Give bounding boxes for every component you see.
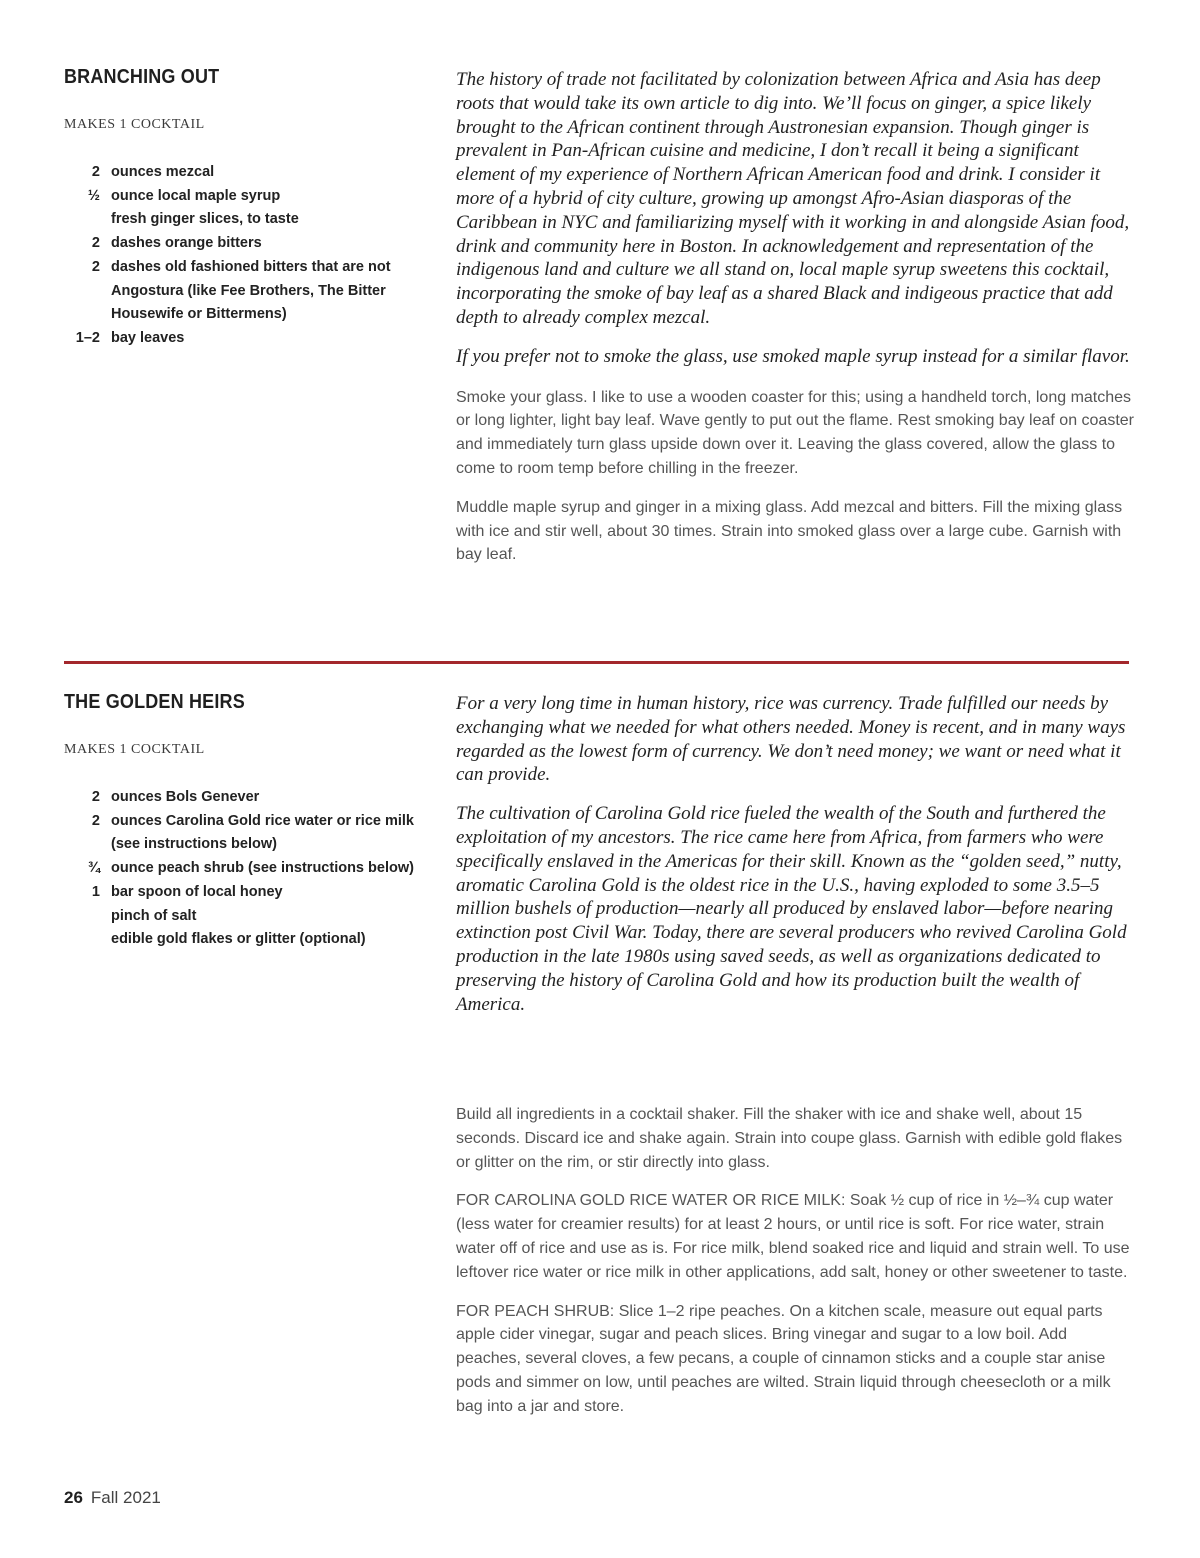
ingredient-row bbox=[64, 881, 434, 905]
recipe-1-intro-paragraph: The history of trade not facilitated by colonization between Africa and Asia has deep roots that would take its own article to dig into. We’ll focus on ginger, a spice likely brought to the African continent through Austronesian expansion. Though ginger is prevalent in Pan-African cuisine and medicine, I don’t recall it being a significant element of my experience of Northern African American food and drink. I consider it more of a hybrid of city culture, growing up amongst Afro-Asian diasporas of the Caribbean in NYC and familiarizing myself with it working in and alongside Asian food, drink and community here in Boston. In acknowledgement and representation of the indigenous land and culture we all stand on, local maple syrup sweetens this cocktail, incorporating the smoke of bay leaf as a shared Black and indigeous practice that add depth to already complex mezcal. bbox=[456, 69, 1130, 328]
ingredient-qty: 2 bbox=[91, 812, 100, 829]
recipe-1-instruction-paragraph: Muddle maple syrup and ginger in a mixing glass. Add mezcal and bitters. Fill the mixing glass with ice and stir well, about 30 times. Strain into smoked glass over a large cube. Garnish with bay leaf. bbox=[456, 498, 1123, 564]
ingredient-text: fresh ginger slices, to taste bbox=[111, 211, 299, 228]
ingredient-qty: 2 bbox=[91, 258, 100, 275]
ingredient-qty: 2 bbox=[91, 235, 100, 252]
ingredient-row bbox=[64, 327, 434, 351]
ingredient-qty: 2 bbox=[91, 164, 100, 180]
recipe-2-intro-paragraph: For a very long time in human history, rice was currency. Trade fulfilled our needs by exchanging what we needed for what others needed. Money is recent, and in many ways regarded as the lowest form of currency. We don’t need money; we want or need what it can provide. bbox=[456, 693, 1126, 786]
recipe-1-sidebar bbox=[64, 66, 434, 351]
ingredient-text: ounces Carolina Gold rice water or rice milk (see instructions below) bbox=[111, 812, 414, 853]
ingredient-qty: 1 bbox=[91, 883, 100, 900]
ingredient-qty: 1–2 bbox=[75, 329, 100, 346]
ingredient-text: bay leaves bbox=[111, 329, 185, 346]
ingredient-text: ounce local maple syrup bbox=[111, 187, 281, 204]
ingredient-text: ounce peach shrub (see instructions below) bbox=[111, 860, 414, 877]
recipe-2-sidebar bbox=[64, 691, 434, 952]
recipe-1-yield: MAKES 1 COCKTAIL bbox=[64, 117, 205, 132]
ingredient-text: edible gold flakes or glitter (optional) bbox=[111, 931, 366, 948]
ingredient-row bbox=[64, 810, 434, 857]
recipe-1-ingredient-list bbox=[64, 161, 434, 351]
ingredient-row bbox=[64, 256, 434, 327]
recipe-2-instruction-paragraph: FOR PEACH SHRUB: Slice 1–2 ripe peaches. On a kitchen scale, measure out equal parts apple cider vinegar, sugar and peach slices. Bring vinegar and sugar to a low boil. Add peaches, several cloves, a few pecans, a couple of cinnamon sticks and a couple star anise pods and simmer on low, until peaches are wilted. Strain liquid through cheesecloth or a milk bag into a jar and store. bbox=[456, 1302, 1111, 1415]
ingredient-text: dashes orange bitters bbox=[111, 235, 262, 252]
ingredient-text: pinch of salt bbox=[111, 907, 197, 924]
ingredient-qty: ¾ bbox=[87, 860, 100, 877]
recipe-1-instruction-paragraph: Smoke your glass. I like to use a wooden coaster for this; using a handheld torch, long matches or long lighter, light bay leaf. Wave gently to put out the flame. Rest smoking bay leaf on coaster and immediately turn glass upside down over it. Leaving the glass covered, allow the glass to come to room temp before chilling in the freezer. bbox=[456, 388, 1134, 477]
recipe-2-instruction-paragraph: Build all ingredients in a cocktail shaker. Fill the shaker with ice and shake well, about 15 seconds. Discard ice and shake again. Strain into coupe glass. Garnish with edible gold flakes or glitter on the rim, or stir directly into glass. bbox=[456, 1106, 1123, 1171]
section-divider bbox=[64, 661, 1129, 664]
recipe-1-story bbox=[456, 68, 1136, 582]
ingredient-qty bbox=[64, 208, 100, 232]
recipe-2-instruction-paragraph: FOR CAROLINA GOLD RICE WATER OR RICE MILK: Soak ½ cup of rice in ½–¾ cup water (less water for creamier results) for at least 2 hours, or until rice is soft. For rice water, strain water off of rice and use as is. For rice milk, blend soaked rice and liquid and strain well. To use leftover rice water or rice milk in other applications, add salt, honey or other sweetener to taste. bbox=[456, 1192, 1130, 1281]
ingredient-row bbox=[64, 786, 434, 810]
issue-label: Fall 2021 bbox=[90, 1488, 161, 1507]
ingredient-row bbox=[64, 161, 434, 185]
recipe-2-intro-paragraph: The cultivation of Carolina Gold rice fueled the wealth of the South and furthered the exploitation of my ancestors. The rice came here from Africa, from farmers who were specifically enslaved in the Americas for their skill. Known as the “golden seed,” nutty, aromatic Carolina Gold is the oldest rice in the U.S., having exploded to some 3.5–5 million bushels of production—nearly all produced by enslaved labor—before nearing extinction post Civil War. Today, there are several producers who revived Carolina Gold production in the late 1980s using saved seeds, as well as organizations dedicated to preserving the history of Carolina Gold and how its production built the wealth of America. bbox=[456, 803, 1127, 1015]
ingredient-text: bar spoon of local honey bbox=[111, 883, 283, 900]
recipe-1-title: BRANCHING OUT bbox=[64, 66, 220, 88]
ingredient-text: dashes old fashioned bitters that are not Angostura (like Fee Brothers, The Bitter Housewife or Bittermens) bbox=[111, 258, 391, 323]
ingredient-row bbox=[64, 905, 434, 929]
ingredient-text: ounces Bols Genever bbox=[111, 789, 260, 805]
ingredient-row bbox=[64, 185, 434, 209]
page-footer bbox=[64, 1488, 161, 1508]
ingredient-qty: 2 bbox=[91, 789, 100, 805]
recipe-2-ingredient-list bbox=[64, 786, 434, 952]
recipe-2-instructions bbox=[456, 1103, 1136, 1434]
ingredient-row bbox=[64, 928, 434, 952]
ingredient-qty: ½ bbox=[87, 187, 100, 204]
recipe-2-yield: MAKES 1 COCKTAIL bbox=[64, 742, 205, 757]
recipe-1-intro-paragraph: If you prefer not to smoke the glass, use smoked maple syrup instead for a similar flavor. bbox=[456, 345, 1130, 367]
ingredient-row bbox=[64, 232, 434, 256]
recipe-2-story bbox=[456, 692, 1136, 1031]
ingredient-text: ounces mezcal bbox=[111, 164, 215, 180]
ingredient-qty bbox=[64, 928, 100, 952]
ingredient-row bbox=[64, 857, 434, 881]
ingredient-qty bbox=[64, 905, 100, 929]
recipe-2-title: THE GOLDEN HEIRS bbox=[64, 691, 245, 713]
ingredient-row bbox=[64, 208, 434, 232]
page-number: 26 bbox=[64, 1488, 83, 1507]
